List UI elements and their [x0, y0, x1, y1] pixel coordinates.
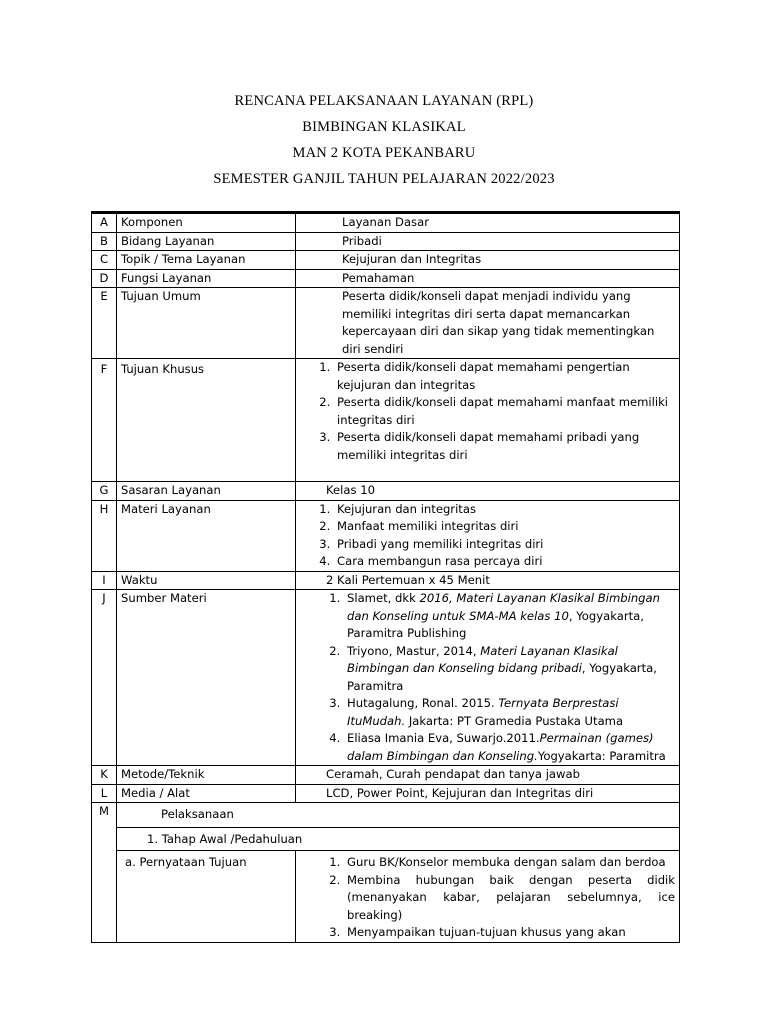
row-letter: G [92, 482, 117, 501]
table-row [92, 269, 680, 288]
row-value [296, 851, 680, 943]
row-label: Metode/Teknik [117, 766, 296, 785]
table-row [92, 232, 680, 251]
table-row [92, 784, 680, 803]
source-title: 2016, Materi Layanan Klasikal Bimbingan dan Konseling untuk SMA-MA kelas 10 [347, 591, 660, 623]
source-title: Ternyata Berprestasi ItuMudah. [347, 696, 619, 728]
table-row [92, 803, 680, 828]
row-letter: F [92, 359, 117, 482]
row-value [296, 590, 680, 766]
source-title: Permainan (games) dalam Bimbingan dan Konseling. [347, 731, 654, 763]
row-label: Topik / Tema Layanan [117, 251, 296, 270]
list-item [344, 590, 675, 643]
row-label: Sasaran Layanan [117, 482, 296, 501]
source-list [300, 590, 675, 765]
row-value: LCD, Power Point, Kejujuran dan Integritas diri [296, 784, 680, 803]
row-letter: B [92, 232, 117, 251]
table-row [92, 571, 680, 590]
source-publisher: Yogyakarta: Paramitra [537, 748, 666, 763]
table-row [92, 500, 680, 571]
source-author: Hutagalung, Ronal. 2015. [347, 696, 499, 710]
table-row [92, 251, 680, 270]
row-value: Ceramah, Curah pendapat dan tanya jawab [296, 766, 680, 785]
source-author: Triyono, Mastur, 2014, [347, 643, 481, 658]
list-item: 1. Guru BK/Konselor membuka dengan salam dan berdoa [344, 854, 675, 872]
row-value: Kejujuran dan Integritas [296, 251, 680, 270]
row-letter: K [92, 766, 117, 785]
row-label: Tujuan Umum [117, 288, 296, 359]
row-letter: E [92, 288, 117, 359]
row-label: Fungsi Layanan [117, 269, 296, 288]
source-author: Eliasa Imania Eva, Suwarjo.2011. [347, 731, 540, 745]
table-row [92, 827, 680, 851]
table-row [92, 482, 680, 501]
source-publisher: , Yogyakarta, Paramitra Publishing [347, 608, 644, 640]
list-item: 1. Peserta didik/konseli dapat memahami pengertian kejujuran dan integritas [334, 359, 675, 394]
list-item: 2. Manfaat memiliki integritas diri [334, 518, 675, 536]
doc-title: RENCANA PELAKSANAAN LAYANAN (RPL) [234, 93, 534, 109]
row-letter: H [92, 500, 117, 571]
row-letter: J [92, 590, 117, 766]
rpl-table [91, 211, 680, 943]
row-letter: D [92, 269, 117, 288]
row-letter: M [92, 803, 117, 943]
list-item: 2. Membina hubungan baik dengan peserta didik (menanyakan kabar, pelajaran sebelumnya, ice breaking) [344, 872, 675, 925]
row-letter: I [92, 571, 117, 590]
row-value: Layanan Dasar [296, 213, 680, 233]
step-list [300, 854, 675, 942]
row-value: Kelas 10 [296, 482, 680, 501]
list-item [344, 643, 675, 696]
source-title: Materi Layanan Klasikal Bimbingan dan Konseling bidang pribadi [347, 643, 618, 675]
table-row [92, 359, 680, 482]
school-name: MAN 2 KOTA PEKANBARU [292, 145, 476, 161]
list-item: 4. Cara membangun rasa percaya diri [334, 553, 675, 571]
section-heading: Pelaksanaan [117, 803, 680, 828]
table-row [92, 766, 680, 785]
semester-label: SEMESTER GANJIL TAHUN PELAJARAN 2022/2023 [213, 171, 555, 187]
list-item: 3. Pribadi yang memiliki integritas diri [334, 536, 675, 554]
row-value: Pribadi [296, 232, 680, 251]
row-label: Komponen [117, 213, 296, 233]
list-item: 2. Peserta didik/konseli dapat memahami manfaat memiliki integritas diri [334, 394, 675, 429]
document-title-block [0, 92, 768, 196]
source-publisher: , Yogyakarta, Paramitra [347, 661, 657, 693]
row-letter: L [92, 784, 117, 803]
row-label: Sumber Materi [117, 590, 296, 766]
doc-subtitle: BIMBINGAN KLASIKAL [302, 119, 466, 135]
material-list [300, 501, 675, 571]
list-item [344, 730, 675, 765]
row-label: Tujuan Khusus [117, 359, 296, 482]
row-label: a. Pernyataan Tujuan [117, 851, 296, 943]
source-publisher: Jakarta: PT Gramedia Pustaka Utama [405, 713, 624, 728]
row-label: Bidang Layanan [117, 232, 296, 251]
row-value: 2 Kali Pertemuan x 45 Menit [296, 571, 680, 590]
source-author: Slamet, dkk [347, 591, 420, 605]
list-item: 3. Peserta didik/konseli dapat memahami pribadi yang memiliki integritas diri [334, 429, 675, 464]
row-label: Materi Layanan [117, 500, 296, 571]
row-label: Waktu [117, 571, 296, 590]
row-letter: A [92, 213, 117, 233]
row-value: Peserta didik/konseli dapat menjadi individu yang memiliki integritas diri serta dapat memancarkan kepercayaan diri dan sikap yang tidak mementingkan diri sendiri [296, 288, 680, 359]
goal-list [300, 359, 675, 464]
row-label: Media / Alat [117, 784, 296, 803]
stage-heading: 1. Tahap Awal /Pedahuluan [117, 827, 680, 851]
row-value [296, 359, 680, 482]
row-value: Pemahaman [296, 269, 680, 288]
row-value [296, 500, 680, 571]
list-item: 1. Kejujuran dan integritas [334, 501, 675, 519]
list-item [344, 695, 675, 730]
list-item: 3. Menyampaikan tujuan-tujuan khusus yang akan [344, 924, 675, 942]
table-row [92, 851, 680, 943]
table-row [92, 213, 680, 233]
row-letter: C [92, 251, 117, 270]
table-row [92, 590, 680, 766]
table-row [92, 288, 680, 359]
